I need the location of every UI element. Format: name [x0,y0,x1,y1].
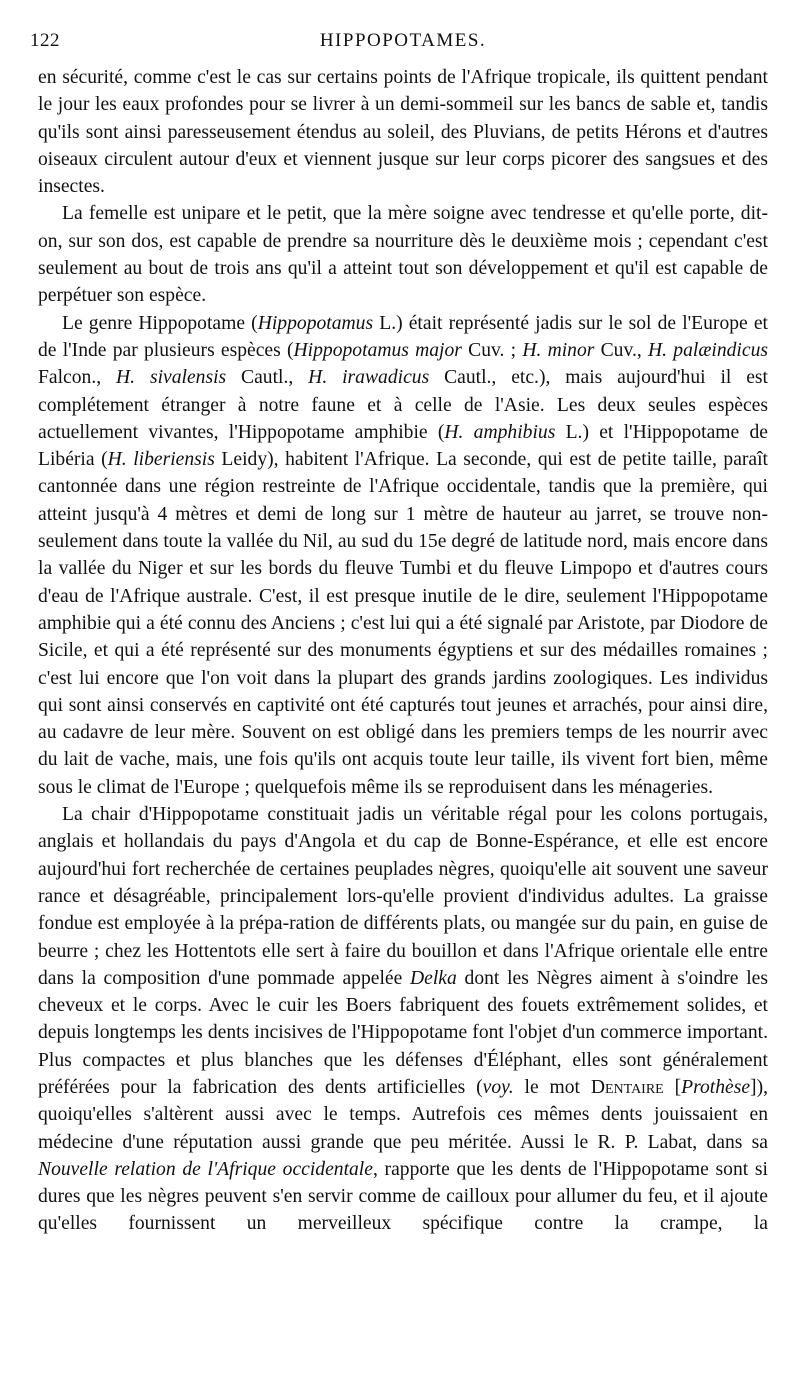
italic-text: Prothèse [681,1076,751,1098]
text-segment: [ [663,1076,682,1098]
italic-text: Delka [410,967,457,989]
text-segment: en sécurité, comme c'est le cas sur certains points de l'Afrique tropicale, ils quittent pendant le jour les eaux profondes pour se livrer à un demi-sommeil sur les bancs de sable et, tandis qu'ils sont ainsi paresseusement étendus au soleil, des Pluvians, de petits Hérons et d'autres oiseaux circulent autour d'eux et viennent jusque sur leur corps picorer des sangsues et des insectes. [38,67,768,198]
running-head: HIPPOPOTAMES. [319,30,487,51]
italic-text: H. palæindicus [648,339,768,361]
page-number: 122 [30,30,60,51]
text-segment: dont les Nègres aiment à s'oindre les cheveux et le corps. Avec le cuir les Boers fabriquent des fouets extrêmement solides, et depuis longtemps les dents incisives de l'Hippopotame font l'objet d'un commerce important. Plus compactes et plus blanches que les défenses d'Éléphant, elles sont généralement préférées pour la fabrication des dents artificielles ( [38,967,768,1098]
text-segment: le mot [513,1076,591,1098]
paragraph-1 [38,64,768,200]
italic-text: Hippopotamus [257,312,374,334]
text-segment: Leidy), habitent l'Afrique. La seconde, qui est de petite taille, paraît cantonnée dans une région restreinte de l'Afrique occidentale, tandis que la première, qui atteint jusqu'à 4 mètres et demi de long sur 1 mètre de hauteur au jarret, se trouve non-seulement dans toute la vallée du Nil, au sud du 15e degré de latitude nord, mais encore dans la vallée du Niger et sur les bords du fleuve Tumbi et du fleuve Limpopo et d'autres cours d'eau de l'Afrique australe. C'est, il est presque inutile de le dire, seulement l'Hippopotame amphibie qui a été connu des Anciens ; c'est lui qui a été signalé par Aristote, par Diodore de Sicile, et qui a été représenté sur des monuments égyptiens et sur des médailles romaines ; c'est lui encore que l'on voit dans la plupart des grands jardins zoologiques. Les individus qui sont ainsi conservés en captivité ont été capturés tout jeunes et arrachés, pour ainsi dire, au cadavre de leur mère. Souvent on est obligé dans les premiers temps de les nourrir avec du lait de vache, mais, une fois qu'ils ont acquis toute leur taille, ils vivent fort bien, même sous le climat de l'Europe ; quelquefois même ils se reproduisent dans les ménageries. [38,449,768,798]
text-segment: , rapporte que les dents de l'Hippopotame sont si dures que les nègres peuvent s'en servir comme de cailloux pour allumer du feu, et il ajoute qu'elles fournissent un merveilleux spécifique contre la crampe, la [38,1158,768,1235]
italic-text: H. irawadicus [308,367,430,389]
italic-text: H. sivalensis [116,367,227,389]
italic-text: H. amphibius [444,421,556,443]
text-segment: La femelle est unipare et le petit, que la mère soigne avec tendresse et qu'elle porte, dit-on, sur son dos, est capable de prendre sa nourriture dès le deuxième mois ; cependant c'est seulement au bout de trois ans qu'il a atteint tout son développement et qu'il est capable de perpétuer son espèce. [38,203,768,307]
text-segment: ]), quoiqu'elles s'altèrent aussi avec le temps. Autrefois ces mêmes dents jouissaient en médecine d'une réputation aussi grande que peu méritée. Aussi le R. P. Labat, dans sa [38,1076,768,1153]
page-header [30,28,768,64]
text-segment: Le genre Hippopotame ( [62,312,258,334]
body-text [38,64,768,1238]
italic-text: H. liberiensis [107,449,215,471]
italic-text: H. minor [522,339,595,361]
text-segment: Cautl., [226,367,309,389]
text-segment: L.) était représenté jadis sur le sol de l'Europe et de l'Inde par plusieurs espèces ( [38,312,768,361]
text-segment: La chair d'Hippopotame constituait jadis un véritable régal pour les colons portugais, anglais et hollandais du pays d'Angola et du cap de Bonne-Espérance, et elle est encore aujourd'hui fort recherchée de certaines peuplades nègres, quoiqu'elle ait souvent une saveur rance et désagréable, principalement lors-qu'elle provient d'individus adultes. La graisse fondue est employée à la prépa-ration de différents plats, ou mangée sur du pain, en guise de beurre ; chez les Hottentots elle sert à faire du bouillon et dans l'Afrique orientale elle entre dans la composition d'une pommade appelée [38,804,768,989]
italic-text: Hippopotamus major [293,339,462,361]
text-segment: L.) et l'Hippopotame de Libéria ( [38,421,768,471]
text-segment: Cautl., etc.), mais aujourd'hui il est complétement étranger à notre faune et à celle de l'Asie. Les deux seules espèces actuellement vivantes, l'Hippopotame amphibie ( [38,367,768,443]
small-caps-text: Dentaire [590,1076,664,1098]
text-segment: Falcon., [38,367,117,389]
italic-text: Nouvelle relation de l'Afrique occidentale [38,1158,373,1180]
paragraph-3 [38,310,768,801]
paragraph-2 [38,200,768,309]
italic-text: voy. [482,1076,514,1098]
text-segment: Cuv. ; [461,339,523,361]
text-segment: Cuv., [594,339,649,361]
paragraph-4 [38,801,768,1238]
